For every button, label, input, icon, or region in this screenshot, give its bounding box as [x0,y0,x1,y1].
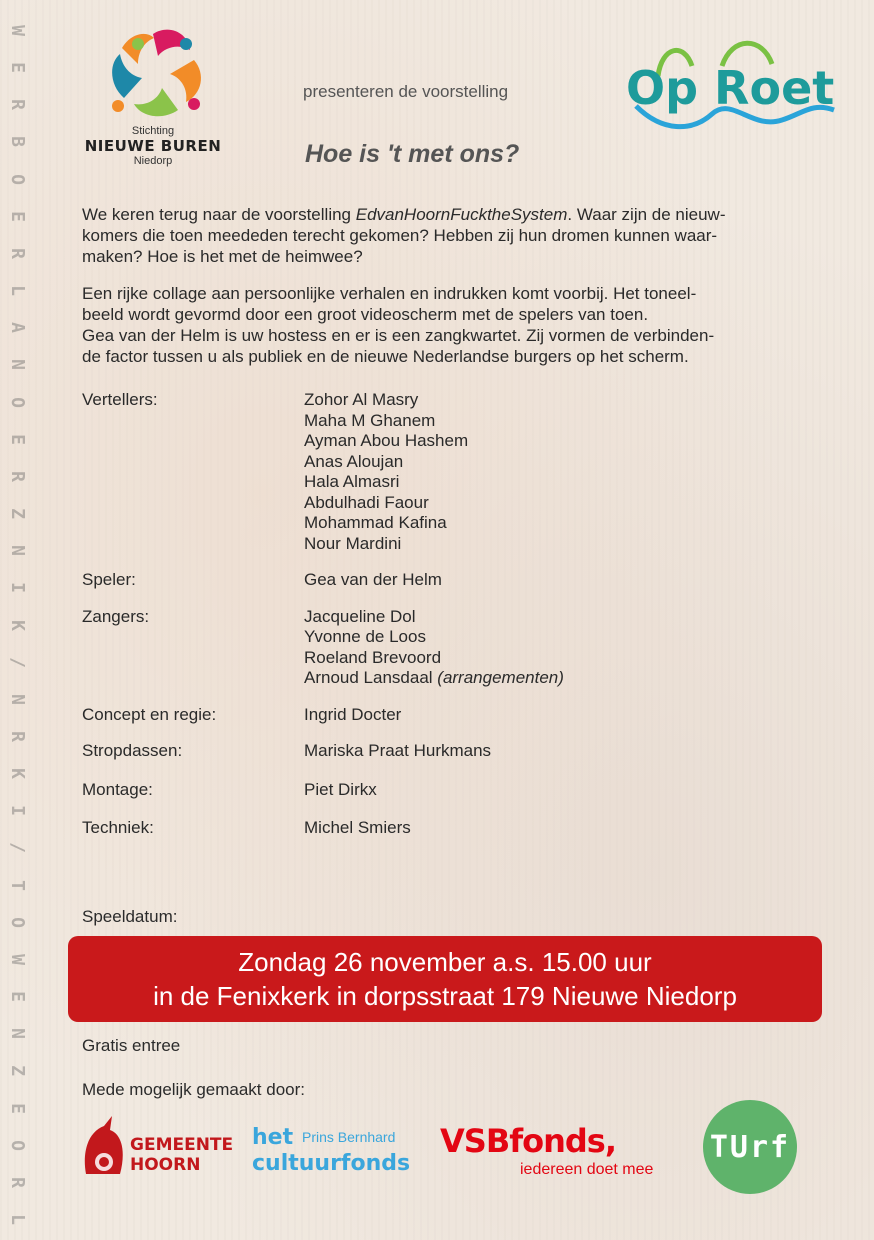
intro-text: maken? Hoe is het met de heimwee? [82,247,363,266]
prins-bernhard-cultuurfonds-logo [252,1122,422,1178]
credit-label: Zangers: [82,606,150,626]
side-strip-letter: O [6,396,28,408]
side-strip-letter: Z [6,1065,28,1077]
credits-list [82,390,802,839]
credit-name: Maha M Ghanem [304,410,436,430]
gemeente-hoorn-logo [78,1112,238,1182]
hoorn-text: HOORN [130,1155,201,1175]
side-strip-letter: R [6,731,28,742]
event-location: in de Fenixkerk in dorpsstraat 179 Nieuwe Niedorp [153,981,737,1011]
side-strip-letter: L [6,1214,28,1225]
side-strip-letter: N [6,545,28,557]
credit-name: Zohor Al Masry [304,390,419,409]
credit-name: Yvonne de Loos [304,627,426,646]
nb-logo-place: Niedorp [133,155,173,167]
credit-name: Jacqueline Dol [304,606,416,626]
side-strip-letter: E [6,210,28,222]
prins-name-text: Prins Bernhard [302,1129,396,1145]
vsb-name-text: VSBfonds, [440,1122,616,1160]
side-strip-letter: R [6,248,28,259]
vsb-tagline-text: iedereen doet mee [520,1161,654,1178]
side-strip-letter: T [6,879,28,891]
credit-name: Abdulhadi Faour [304,492,429,512]
side-strip-letter: O [6,916,28,928]
credit-label: Concept en regie: [82,704,217,724]
credit-name: Hala Almasri [304,472,400,491]
side-strip-letter: I [6,805,28,817]
credit-name: Piet Dirkx [304,779,377,799]
credit-row-vertellers [82,390,802,554]
credit-note: (arrangementen) [437,668,564,687]
credit-row-montage [82,780,802,801]
side-strip-letter: N [6,693,28,705]
credit-name: Anas Aloujan [304,451,404,471]
credit-name: Ingrid Docter [304,704,402,724]
intro-text: We keren terug naar de voorstelling [82,205,356,224]
credit-row-concept [82,705,802,726]
side-strip-letter: K [6,619,28,631]
intro-text: Gea van der Helm is uw hostess en er is een zangkwartet. Zij vormen de verbinden- [82,326,715,345]
nieuwe-buren-logo [78,24,228,190]
gratis-entree: Gratis entree [82,1036,181,1055]
unicorn-crest-icon [85,1116,123,1174]
credit-label: Vertellers: [82,390,158,409]
side-strip-letter: W [6,953,28,965]
nb-logo-name: NIEUWE BUREN [84,137,222,155]
side-strip-letter: L [6,285,28,297]
side-strip-letter: R [6,470,28,482]
side-strip-letter: N [6,359,28,371]
side-strip-letter: E [6,62,28,74]
intro-text: komers die toen meededen terecht gekomen? Hebben zij hun dromen kunnen waar- [82,226,718,245]
op-roet-logo [622,36,842,136]
nb-logo-stichting: Stichting [131,125,175,137]
op-roet-waves-icon [622,36,842,136]
side-strip-letter: O [6,173,28,185]
credit-name-text: Arnoud Lansdaal [304,668,438,687]
event-date-time: Zondag 26 november a.s. 15.00 uur [238,947,652,977]
turf-logo: TUrf [703,1100,797,1194]
credit-label: Stropdassen: [82,741,183,760]
side-strip-letter: R [6,1176,28,1188]
intro-text: beeld wordt gevormd door een groot videoscherm met de spelers van toen. [82,305,649,324]
credit-label: Techniek: [82,818,154,837]
credit-name: Nour Mardini [304,533,402,553]
side-strip-letter: E [6,433,28,445]
intro-paragraph-2 [82,283,804,367]
side-strip-letter: K [6,768,28,780]
credit-name: Mohammad Kafina [304,513,447,532]
prins-het-text: het [252,1125,294,1150]
vsb-fonds-logo [440,1118,676,1180]
credit-row-speler [82,570,802,591]
side-strip-letter: I [6,582,28,594]
side-strip-letter: R [6,99,28,111]
credit-label: Speler: [82,570,136,589]
credit-row-zangers [82,607,802,689]
op-roet-wordmark: Op Roet [626,61,835,115]
intro-text: . Waar zijn de nieuw- [567,205,726,224]
intro-text: de factor tussen u als publiek en de nieuwe Nederlandse burgers op het scherm. [82,347,689,366]
side-strip-letter: E [6,1102,28,1114]
event-banner [68,936,822,1022]
side-strip-letter: E [6,991,28,1002]
intro-text: Een rijke collage aan persoonlijke verhalen en indrukken komt voorbij. Het toneel- [82,284,697,303]
gemeente-text: GEMEENTE [130,1135,234,1155]
side-letter-strip [6,20,28,1230]
page-title: Hoe is 't met ons? [305,140,520,168]
prins-cultuurfonds-text: cultuurfonds [252,1151,411,1176]
credit-name: Roeland Brevoord [304,647,442,667]
nieuwe-buren-emblem-icon [98,24,208,120]
previous-show-title: EdvanHoornFucktheSystem [355,205,568,224]
credit-name: Mariska Praat Hurkmans [304,741,492,760]
side-strip-letter: / [6,656,28,668]
credit-name: Ayman Abou Hashem [304,431,469,450]
side-strip-letter: O [6,1139,28,1151]
side-strip-letter: W [6,25,28,36]
intro-paragraph-1 [82,204,804,267]
credit-names [304,607,564,689]
side-strip-letter: B [6,136,28,148]
side-strip-letter: / [6,842,28,854]
side-strip-letter: A [6,322,28,334]
presenteren-text: presenteren de voorstelling [303,82,509,101]
credit-name [304,668,564,689]
credit-row-stropdassen [82,741,802,762]
credit-name: Michel Smiers [304,818,411,837]
credit-row-techniek [82,818,802,839]
credit-name: Gea van der Helm [304,570,442,589]
sponsors-heading: Mede mogelijk gemaakt door: [82,1080,306,1099]
credit-names [304,390,468,554]
side-strip-letter: N [6,1028,28,1040]
side-strip-letter: Z [6,508,28,519]
credit-label: Montage: [82,779,153,799]
speeldatum-label: Speeldatum: [82,907,178,926]
